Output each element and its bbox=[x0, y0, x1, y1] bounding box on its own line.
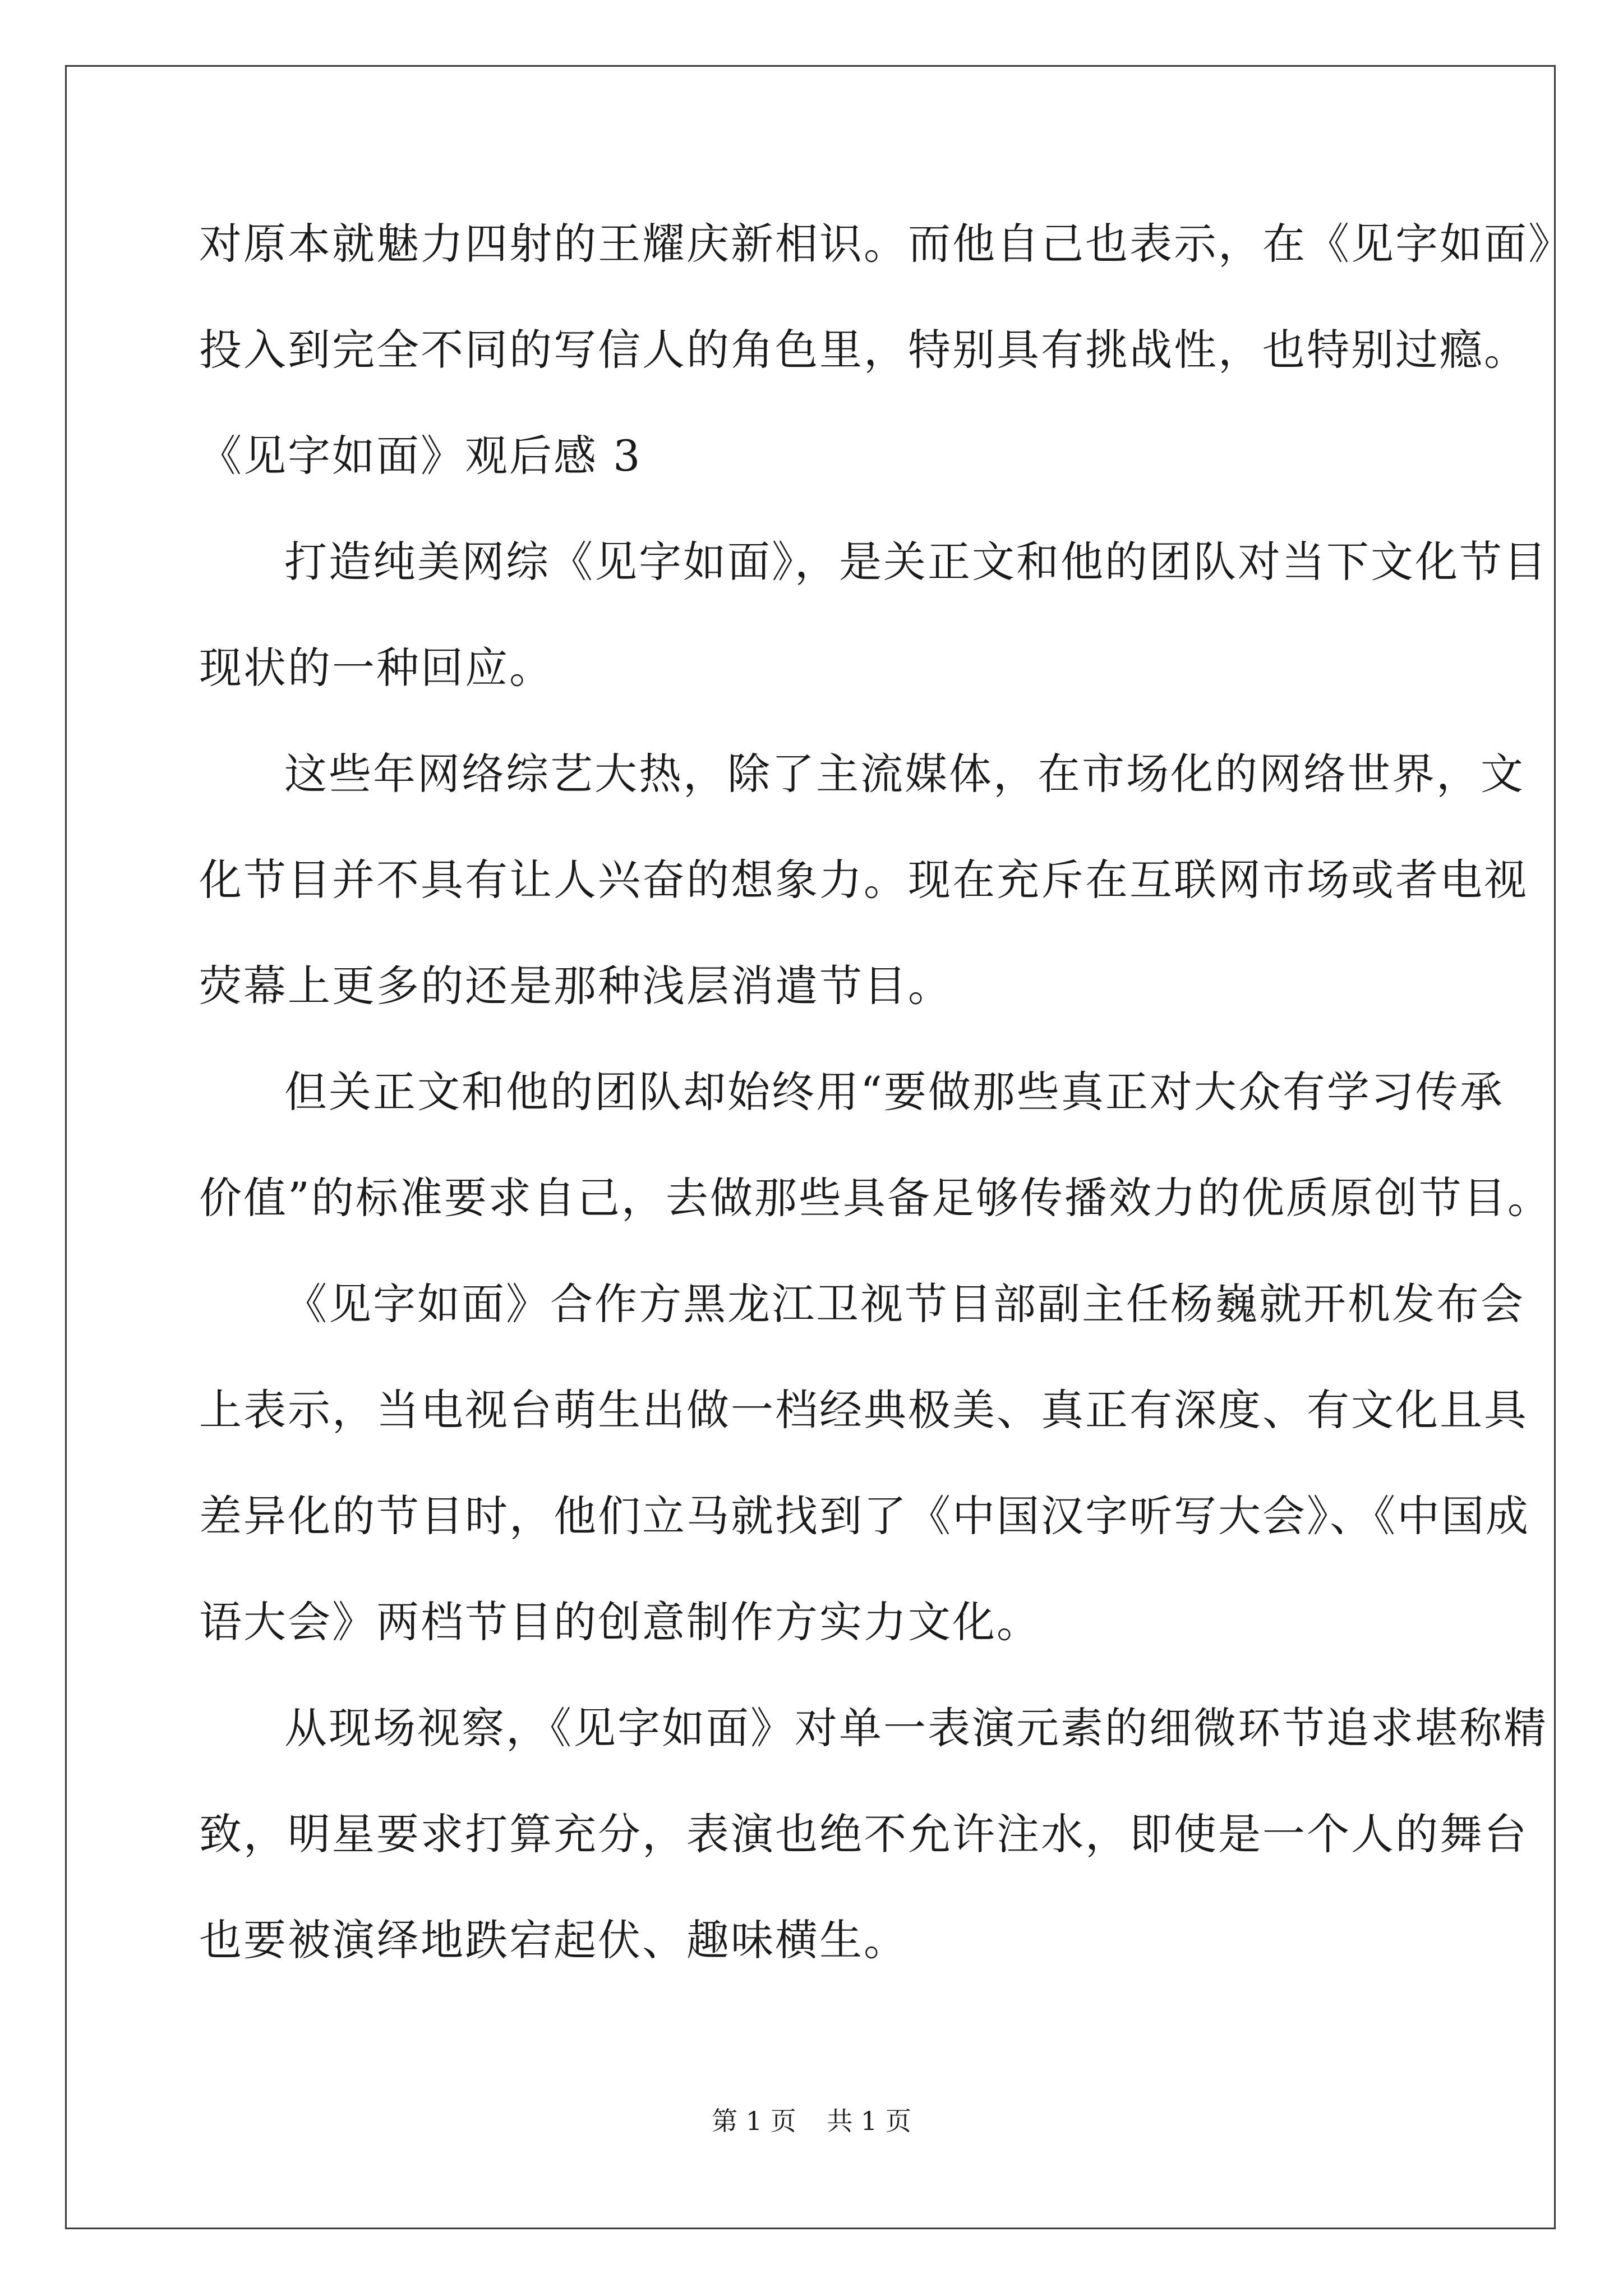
text-line: 荧幕上更多的还是那种浅层消遣节目。 bbox=[199, 961, 952, 1011]
paragraph-start: 这些年网络综艺大热，除了主流媒体，在市场化的网络世界，文 bbox=[284, 749, 1525, 799]
paragraph-start: 但关正文和他的团队却始终用“要做那些真正对大众有学习传承 bbox=[284, 1067, 1504, 1117]
text-line: 也要被演绎地跌宕起伏、趣味横生。 bbox=[199, 1915, 908, 1965]
paragraph-start: 《见字如面》合作方黑龙江卫视节目部副主任杨巍就开机发布会 bbox=[284, 1279, 1525, 1329]
paragraph-start: 打造纯美网综《见字如面》，是关正文和他的团队对当下文化节目 bbox=[284, 537, 1548, 587]
section-heading: 《见字如面》观后感 3 bbox=[199, 431, 642, 481]
text-line: 差异化的节目时，他们立马就找到了《中国汉字听写大会》、《中国成 bbox=[199, 1491, 1530, 1541]
document-body bbox=[199, 191, 1573, 1993]
page-number: 第 1 页 bbox=[712, 2106, 796, 2136]
text-line: 化节目并不具有让人兴奋的想象力。现在充斥在互联网市场或者电视 bbox=[199, 855, 1528, 905]
text-line: 致，明星要求打算充分，表演也绝不允许注水，即使是一个人的舞台 bbox=[199, 1809, 1528, 1859]
text-line: 上表示，当电视台萌生出做一档经典极美、真正有深度、有文化且具 bbox=[199, 1385, 1528, 1435]
text-line: 投入到完全不同的写信人的角色里，特别具有挑战性，也特别过瘾。 bbox=[199, 325, 1528, 375]
page-footer bbox=[0, 2101, 1623, 2138]
text-line: 语大会》两档节目的创意制作方实力文化。 bbox=[199, 1597, 1041, 1647]
text-line: 现状的一种回应。 bbox=[199, 643, 554, 693]
paragraph-start: 从现场视察，《见字如面》对单一表演元素的细微环节追求堪称精 bbox=[284, 1703, 1548, 1753]
page-total: 共 1 页 bbox=[827, 2106, 911, 2136]
text-line: 价值”的标准要求自己，去做那些具备足够传播效力的优质原创节目。 bbox=[199, 1173, 1552, 1223]
text-line: 对原本就魅力四射的王耀庆新相识。而他自己也表示，在《见字如面》 bbox=[199, 219, 1573, 269]
